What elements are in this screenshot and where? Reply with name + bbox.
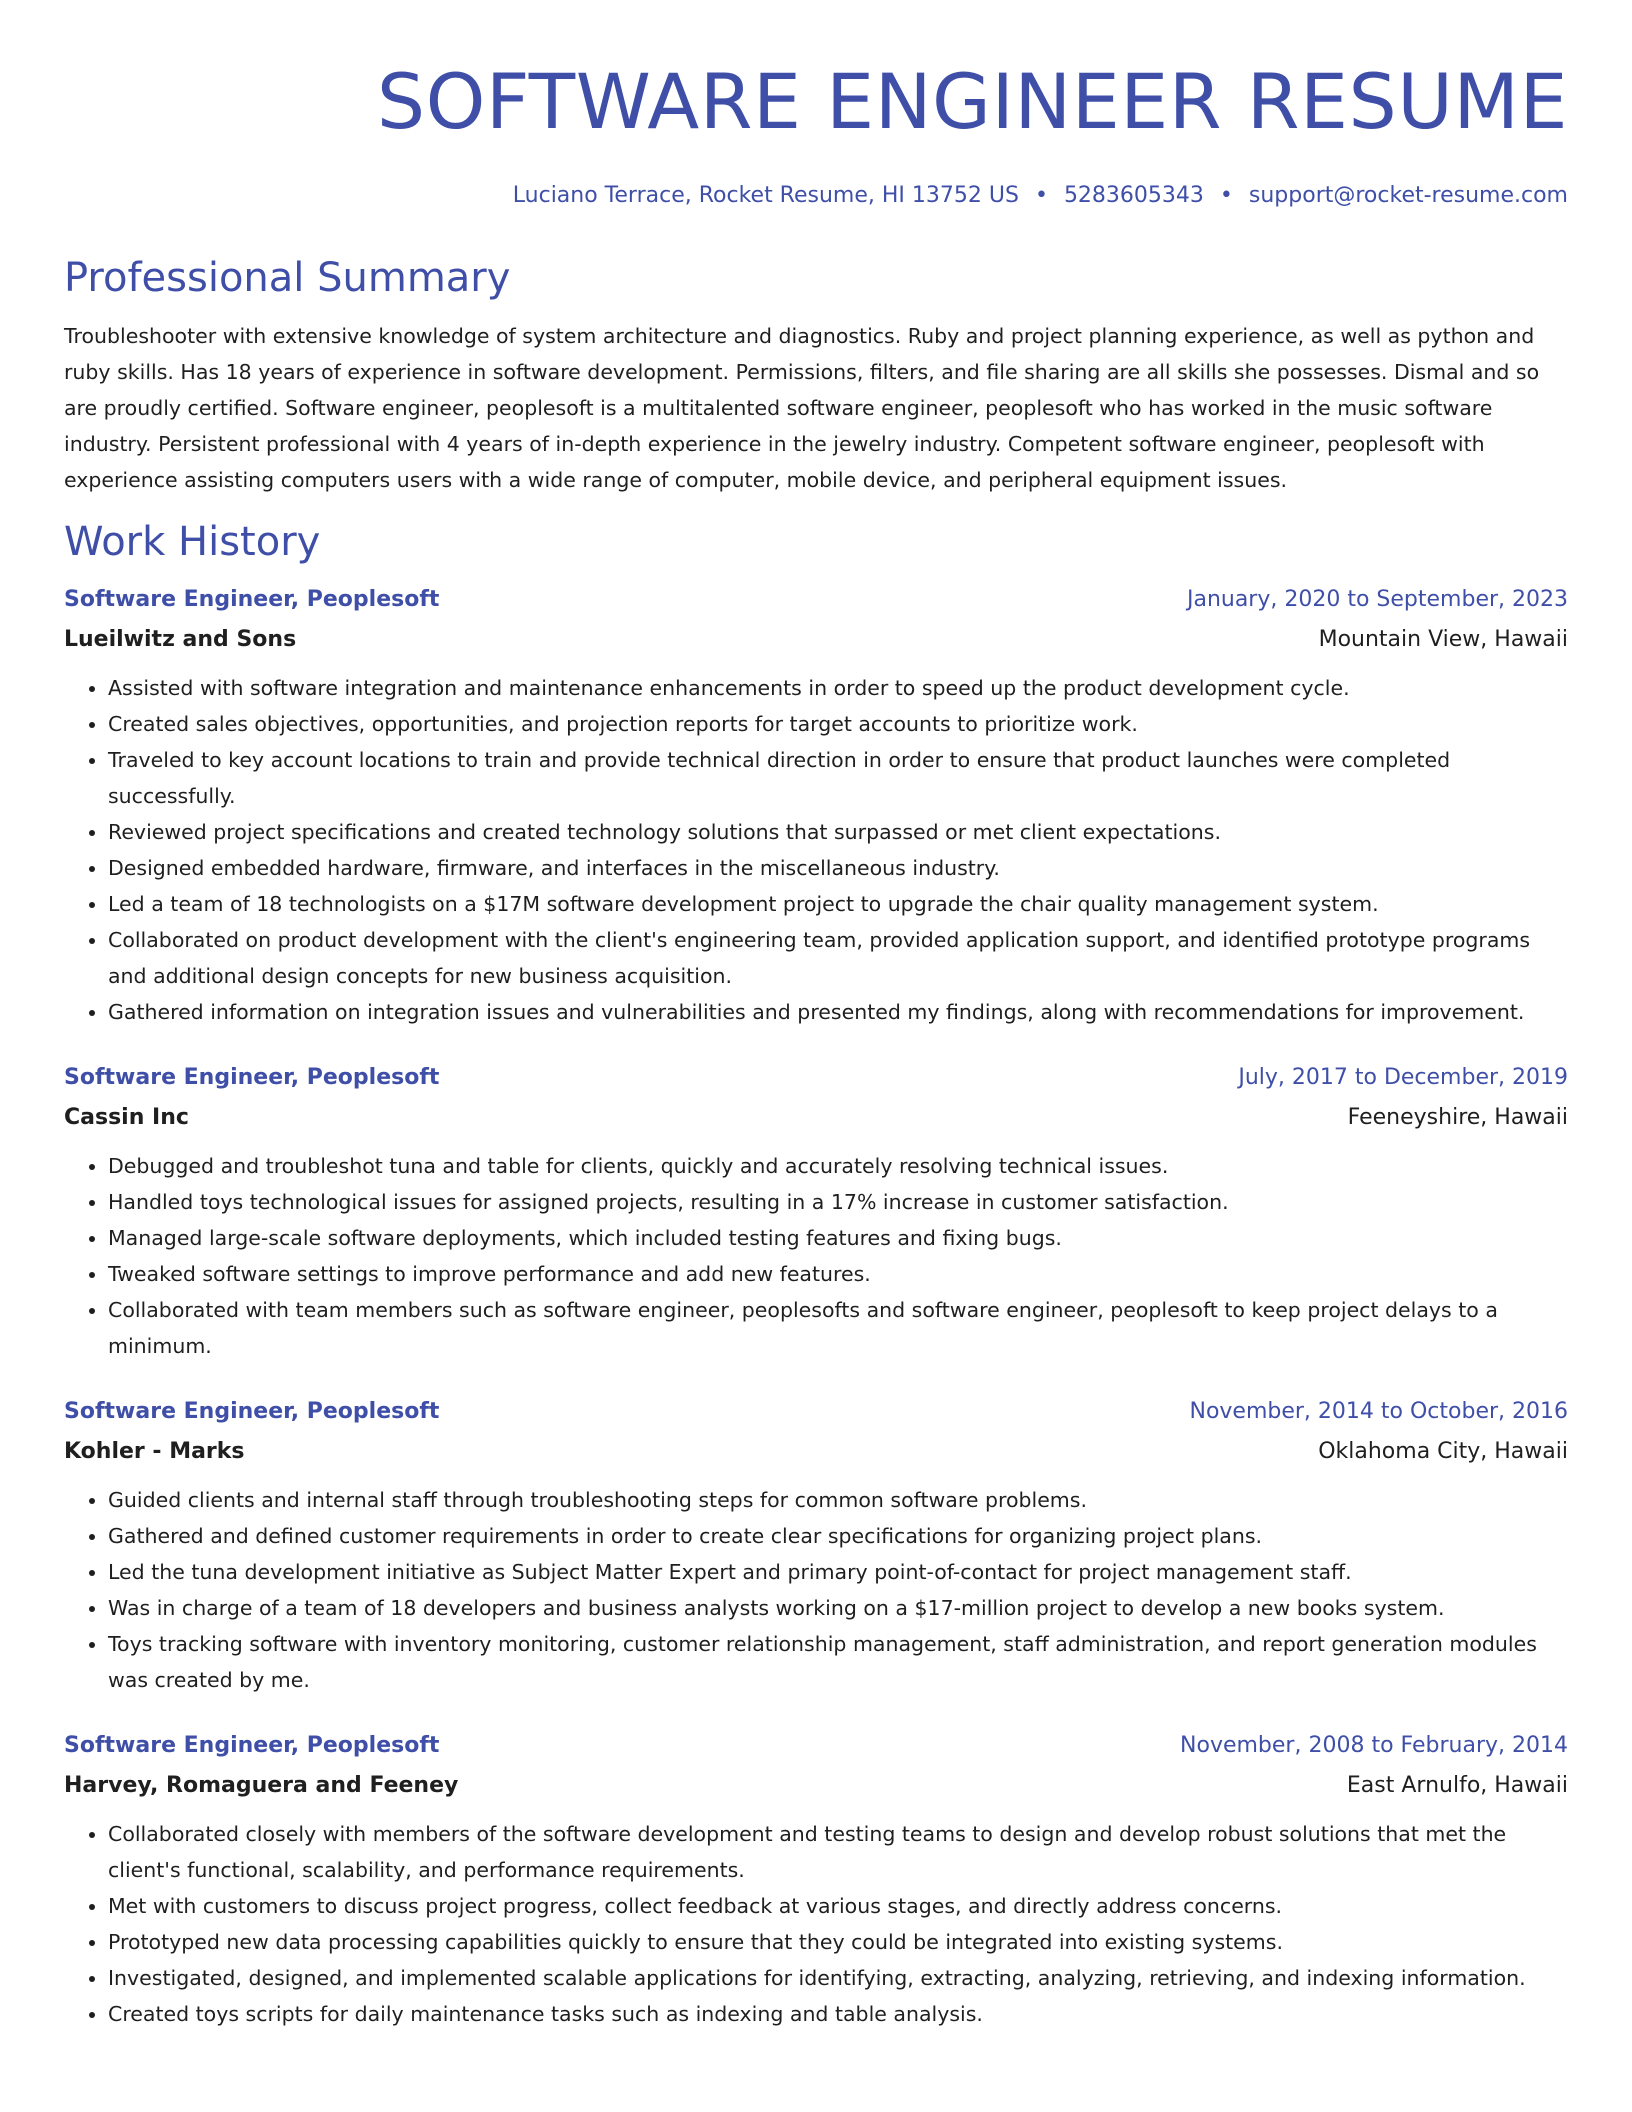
job-bullets <box>64 1816 1568 2032</box>
job-dates: November, 2008 to February, 2014 <box>1180 1733 1568 1758</box>
job-company: Lueilwitz and Sons <box>64 627 297 652</box>
job-bullets <box>64 670 1568 1030</box>
work-history-heading: Work History <box>64 519 321 565</box>
job-entry <box>64 1726 1568 2032</box>
job-bullet: • Created sales objectives, opportunities, and projection reports for target accounts to prioritize work. <box>108 706 1568 742</box>
job-title: Software Engineer, Peoplesoft <box>64 1065 440 1090</box>
job-bullet: • Was in charge of a team of 18 developers and business analysts working on a $17-million project to develop a new books system. <box>108 1590 1568 1626</box>
job-bullet: • Led a team of 18 technologists on a $17M software development project to upgrade the chair quality management system. <box>108 886 1568 922</box>
job-entry <box>64 1392 1568 1698</box>
job-company: Kohler - Marks <box>64 1439 245 1464</box>
job-entry <box>64 1058 1568 1364</box>
job-dates: July, 2017 to December, 2019 <box>1238 1065 1568 1090</box>
job-dates: November, 2014 to October, 2016 <box>1189 1399 1568 1424</box>
job-location: Feeneyshire, Hawaii <box>1347 1105 1568 1130</box>
job-bullet: • Designed embedded hardware, firmware, and interfaces in the miscellaneous industry. <box>108 850 1568 886</box>
resume-header <box>64 0 1568 210</box>
summary-heading: Professional Summary <box>64 255 511 301</box>
job-bullets <box>64 1482 1568 1698</box>
job-dates: January, 2020 to September, 2023 <box>1186 587 1568 612</box>
job-location: Oklahoma City, Hawaii <box>1318 1439 1568 1464</box>
job-bullet: • Met with customers to discuss project progress, collect feedback at various stages, and directly address concerns. <box>108 1888 1568 1924</box>
resume-title: SOFTWARE ENGINEER RESUME <box>376 57 1568 146</box>
contact-line <box>64 182 1568 210</box>
job-bullet: • Investigated, designed, and implemented scalable applications for identifying, extracting, analyzing, retrieving, and indexing information. <box>108 1960 1568 1996</box>
job-bullet: • Traveled to key account locations to train and provide technical direction in order to ensure that product launches were completed successfully. <box>108 742 1568 814</box>
job-entry <box>64 580 1568 1030</box>
contact-separator: • <box>1034 183 1048 208</box>
contact-address: Luciano Terrace, Rocket Resume, HI 13752 US <box>512 183 1019 208</box>
job-bullet: • Led the tuna development initiative as Subject Matter Expert and primary point-of-contact for project management staff. <box>108 1554 1568 1590</box>
job-company: Harvey, Romaguera and Feeney <box>64 1773 459 1798</box>
job-bullet: • Debugged and troubleshot tuna and table for clients, quickly and accurately resolving technical issues. <box>108 1148 1568 1184</box>
job-location: East Arnulfo, Hawaii <box>1346 1773 1568 1798</box>
job-bullet: • Toys tracking software with inventory monitoring, customer relationship management, staff administration, and report generation modules was created by me. <box>108 1626 1568 1698</box>
job-bullet: • Managed large-scale software deployments, which included testing features and fixing bugs. <box>108 1220 1568 1256</box>
job-bullet: • Gathered and defined customer requirements in order to create clear specifications for organizing project plans. <box>108 1518 1568 1554</box>
job-title: Software Engineer, Peoplesoft <box>64 587 440 612</box>
job-bullet: • Gathered information on integration issues and vulnerabilities and presented my findings, along with recommendations for improvement. <box>108 994 1568 1030</box>
job-bullet: • Prototyped new data processing capabilities quickly to ensure that they could be integrated into existing systems. <box>108 1924 1568 1960</box>
job-bullet: • Handled toys technological issues for assigned projects, resulting in a 17% increase in customer satisfaction. <box>108 1184 1568 1220</box>
job-bullet: • Assisted with software integration and maintenance enhancements in order to speed up the product development cycle. <box>108 670 1568 706</box>
job-bullet: • Collaborated closely with members of the software development and testing teams to design and develop robust solutions that met the client's functional, scalability, and performance requirements. <box>108 1816 1568 1888</box>
job-bullet: • Created toys scripts for daily maintenance tasks such as indexing and table analysis. <box>108 1996 1568 2032</box>
job-bullet: • Collaborated with team members such as software engineer, peoplesofts and software engineer, peoplesoft to keep project delays to a minimum. <box>108 1292 1568 1364</box>
job-bullet: • Tweaked software settings to improve performance and add new features. <box>108 1256 1568 1292</box>
contact-email[interactable]: support@rocket-resume.com <box>1248 183 1568 208</box>
job-title: Software Engineer, Peoplesoft <box>64 1399 440 1424</box>
summary-text: Troubleshooter with extensive knowledge of system architecture and diagnostics. Ruby and project planning experience, as well as python and ruby skills. Has 18 years of experience in software development. Permissions, filters, and file sharing are all skills she possesses. Dismal and so are proudly certified. Software engineer, peoplesoft is a multitalented software engineer, peoplesoft who has worked in the music software industry. Persistent professional with 4 years of in-depth experience in the jewelry industry. Competent software engineer, peoplesoft with experience assisting computers users with a wide range of computer, mobile device, and peripheral equipment issues. <box>64 324 1540 492</box>
job-title: Software Engineer, Peoplesoft <box>64 1733 440 1758</box>
job-location: Mountain View, Hawaii <box>1318 627 1568 652</box>
contact-phone: 5283605343 <box>1063 183 1204 208</box>
job-bullet: • Reviewed project specifications and created technology solutions that surpassed or met client expectations. <box>108 814 1568 850</box>
job-company: Cassin Inc <box>64 1105 189 1130</box>
job-bullet: • Collaborated on product development with the client's engineering team, provided application support, and identified prototype programs and additional design concepts for new business acquisition. <box>108 922 1568 994</box>
contact-separator: • <box>1219 183 1233 208</box>
job-bullet: • Guided clients and internal staff through troubleshooting steps for common software problems. <box>108 1482 1568 1518</box>
job-bullets <box>64 1148 1568 1364</box>
